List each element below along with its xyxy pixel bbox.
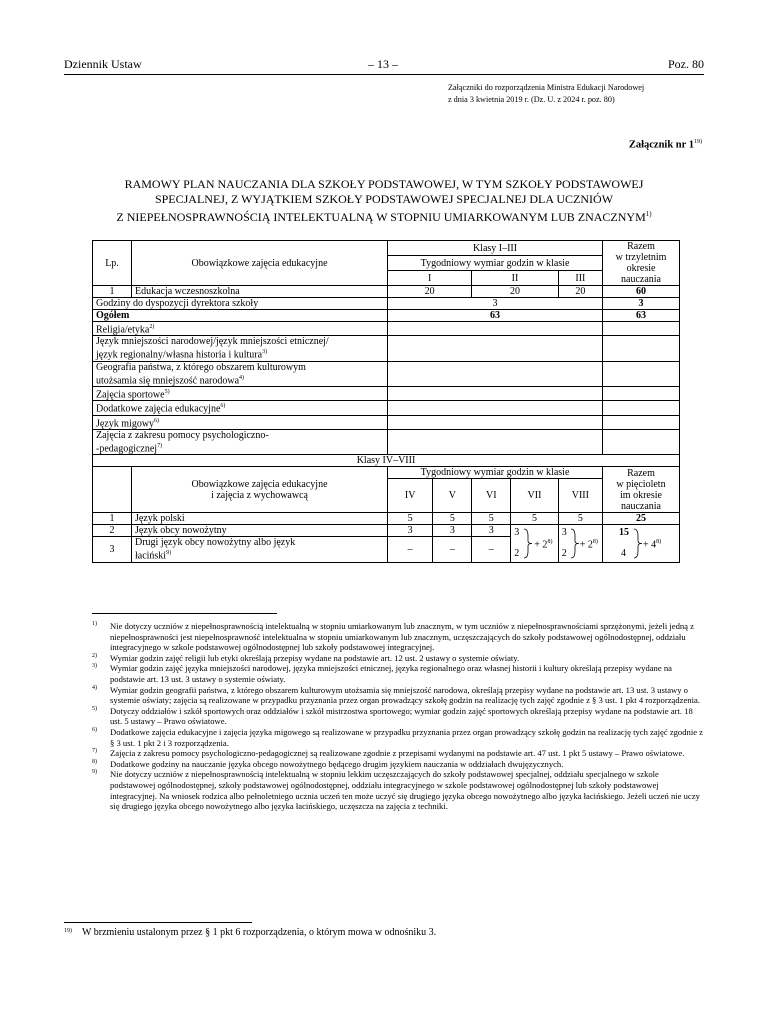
footnote-item: 8) Dodatkowe godziny na nauczanie języka obcego nowożytnego będącego drugim językiem nauczania w oddziałach dwujęzycznych. <box>92 758 564 769</box>
table-row: 2 Język obcy nowożytny 3 3 3 3 2 + $2^{8)}$ 3 2 + $2^{8)}$ 15 4 + $4^{8)}$ <box>93 525 680 537</box>
title-line2: SPECJALNEJ, Z WYJĄTKIEM SZKOŁY PODSTAWOWEJ SPECJALNEJ DLA UCZNIÓW <box>154 192 614 206</box>
annex-title: Załącznik nr 1 <box>628 139 694 151</box>
attachments-note <box>448 82 703 106</box>
title-line1: RAMOWY PLAN NAUCZANIA DLA SZKOŁY PODSTAWOWEJ, W TYM SZKOŁY PODSTAWOWEJ <box>124 177 644 191</box>
footnote-item: 3) Wymiar godzin zajęć języka mniejszości narodowej, języka mniejszości etnicznej, języka regionalnego oraz własnej historii i kultury określają przepisy wydane na podstawie art. 13 ust. 3 ustawy o systemie oświaty. <box>92 663 672 684</box>
title-line3: Z NIEPEŁNOSPRAWNOŚCIĄ INTELEKTUALNĄ W STOPNIU UMIARKOWANYM LUB ZNACZNYM$^{1)}$ <box>116 210 652 224</box>
classes-4-8-header: Klasy IV–VIII <box>93 455 680 467</box>
col-VIII-header: VIII <box>558 479 602 513</box>
col-V-header: V <box>433 479 472 513</box>
col-VI-header: VI <box>472 479 511 513</box>
title-ref: 1) <box>645 210 652 218</box>
attachments-note-line1: Załączniki do rozporządzenia Ministra Edukacji Narodowej <box>448 83 645 92</box>
plan-title <box>80 177 688 225</box>
page-footnote-rule <box>64 922 252 923</box>
col-IV-header: IV <box>388 479 433 513</box>
table-row: Geografia państwa, z którego obszarem kulturowym utożsamia się mniejszość narodowa$^{4)}$ <box>93 361 680 386</box>
table-row: Religia/etyka$^{2)}$ <box>93 322 680 336</box>
subjects-header: Obowiązkowe zajęcia edukacyjne <box>131 241 387 286</box>
table-row: Godziny do dyspozycji dyrektora szkoły 3 3 <box>93 298 680 310</box>
teaching-plan-table <box>92 240 680 563</box>
position-number: Poz. 80 <box>668 57 704 71</box>
table-row: Język mniejszości narodowej/język mniejszości etnicznej/ język regionalny/własna historia i kultura$^{3)}$ <box>93 336 680 361</box>
footnotes <box>92 621 704 812</box>
footnote-item: 9) Nie dotyczy uczniów z niepełnosprawnością intelektualną w stopniu lekkim uczęszczających do szkoły podstawowej specjalnej, oddziału specjalnego w szkole podstawowej ogólnodostępnej, szkoły podstawowej ogólnodostępnej, oddziału integracyjnego w szkole podstawowej ogólnodostępnej lub szkoły podstawowej integracyjnej. Na wniosek rodzica albo pełnoletniego ucznia uczeń ten może uczyć się drugiego języka obcego nowożytnego albo języka łacińskiego. Jeżeli uczeń nie uczy się drugiego języka obcego nowożytnego albo języka łacińskiego, uczęszcza na zajęcia z techniki. <box>92 769 700 812</box>
brace-total-icon <box>633 528 643 559</box>
attachments-note-line2: z dnia 3 kwietnia 2019 r. (Dz. U. z 2024 r. poz. 80) <box>448 95 615 104</box>
table-row: 3 Drugi język obcy nowożytny albo język łaciński$^{9)}$ – – – <box>93 537 680 562</box>
footnote-item: 4) Wymiar godzin geografii państwa, z którego obszarem kulturowym utożsamia się mniejszość narodowa, określają przepisy wydane na podstawie art. 13 ust. 3 ustawy o systemie oświaty; zajęcia są realizowane w przypadku przyznania przez organ prowadzący szkołę godzin na realizację tych zajęć zgodnie z § 3 ust. 1 pkt 4 rozporządzenia. <box>92 684 700 706</box>
footnote-item: 1) Nie dotyczy uczniów z niepełnosprawnością intelektualną w stopniu umiarkowanym lub znacznym, w tym uczniów z niepełnosprawnościami sprzężonymi, jeżeli jedną z niepełnosprawności jest niepełnosprawność intelektualna w stopniu umiarkowanym lub znacznym, uczęszczających do szkoły podstawowej ogólnodostępnej, oddziału integracyjnego w szkole podstawowej ogólnodostępnej lub szkoły podstawowej integracyjnej. <box>92 621 694 653</box>
col-II-header: II <box>472 271 558 286</box>
classes-1-3-header: Klasy I–III <box>388 241 603 256</box>
table-row: Zajęcia sportowe$^{5)}$ <box>93 386 680 400</box>
footnote-rule <box>92 613 277 614</box>
col-VII-header: VII <box>511 479 558 513</box>
col-I-header: I <box>388 271 472 286</box>
footnote-item: 7) Zajęcia z zakresu pomocy psychologiczno-pedagogicznej są realizowane zgodnie z przepisami wydanymi na podstawie art. 47 ust. 1 pkt 5 ustawy – Prawo oświatowe. <box>92 748 685 759</box>
annex-ref: 19) <box>694 139 702 145</box>
table-row: 1 Edukacja wczesnoszkolna 20 20 20 60 <box>93 286 680 298</box>
brace-viii-icon <box>570 528 580 559</box>
table-row: Ogółem 63 63 <box>93 310 680 322</box>
table-row: Język migowy$^{6)}$ <box>93 415 680 429</box>
page-footnote: $^{19)}$ W brzmieniu ustalonym przez § 1 pkt 6 rozporządzenia, o którym mowa w odnośniku 3. <box>64 927 437 938</box>
journal-name: Dziennik Ustaw <box>64 57 142 71</box>
weekly-hours-header: Tygodniowy wymiar godzin w klasie <box>388 256 603 271</box>
weekly-hours-header-2: Tygodniowy wymiar godzin w klasie <box>388 467 603 479</box>
footnote-item: 2) Wymiar godzin zajęć religii lub etyki określają przepisy wydane na podstawie art. 12 ust. 2 ustawy o systemie oświaty. <box>92 652 520 663</box>
table-row: Zajęcia z zakresu pomocy psychologiczno- -pedagogicznej$^{7)}$ <box>93 429 680 454</box>
footnote-item: 6) Dodatkowe zajęcia edukacyjne i zajęcia języka migowego są realizowane w przypadku przyznania przez organ prowadzący szkołę godzin na realizację tych zajęć zgodnie z § 3 ust. 1 pkt 2 i 3 rozporządzenia. <box>92 726 703 748</box>
header-rule <box>64 74 704 75</box>
table-row: 1 Język polski 5 5 5 5 5 25 <box>93 513 680 525</box>
table-row: Dodatkowe zajęcia edukacyjne$^{6)}$ <box>93 401 680 415</box>
subjects-header-2: Obowiązkowe zajęcia edukacyjne i zajęcia z wychowawcą <box>131 467 387 513</box>
brace-vii-icon <box>523 528 533 559</box>
lp-header: Lp. <box>93 241 132 286</box>
footnote-item: 5) Dotyczy oddziałów i szkół sportowych oraz oddziałów i szkół mistrzostwa sportowego; wymiar godzin zajęć sportowych określają przepisy wydane na podstawie art. 18 ust. 5 ustawy – Prawo oświatowe. <box>92 705 693 727</box>
col-III-header: III <box>558 271 602 286</box>
total-5y-header: Razem w pięcioletn im okresie nauczania <box>603 467 680 513</box>
total-3y-header: Razem w trzyletnim okresie nauczania <box>603 241 680 286</box>
annex-label <box>629 139 702 151</box>
page-number: – 13 – <box>368 57 398 71</box>
